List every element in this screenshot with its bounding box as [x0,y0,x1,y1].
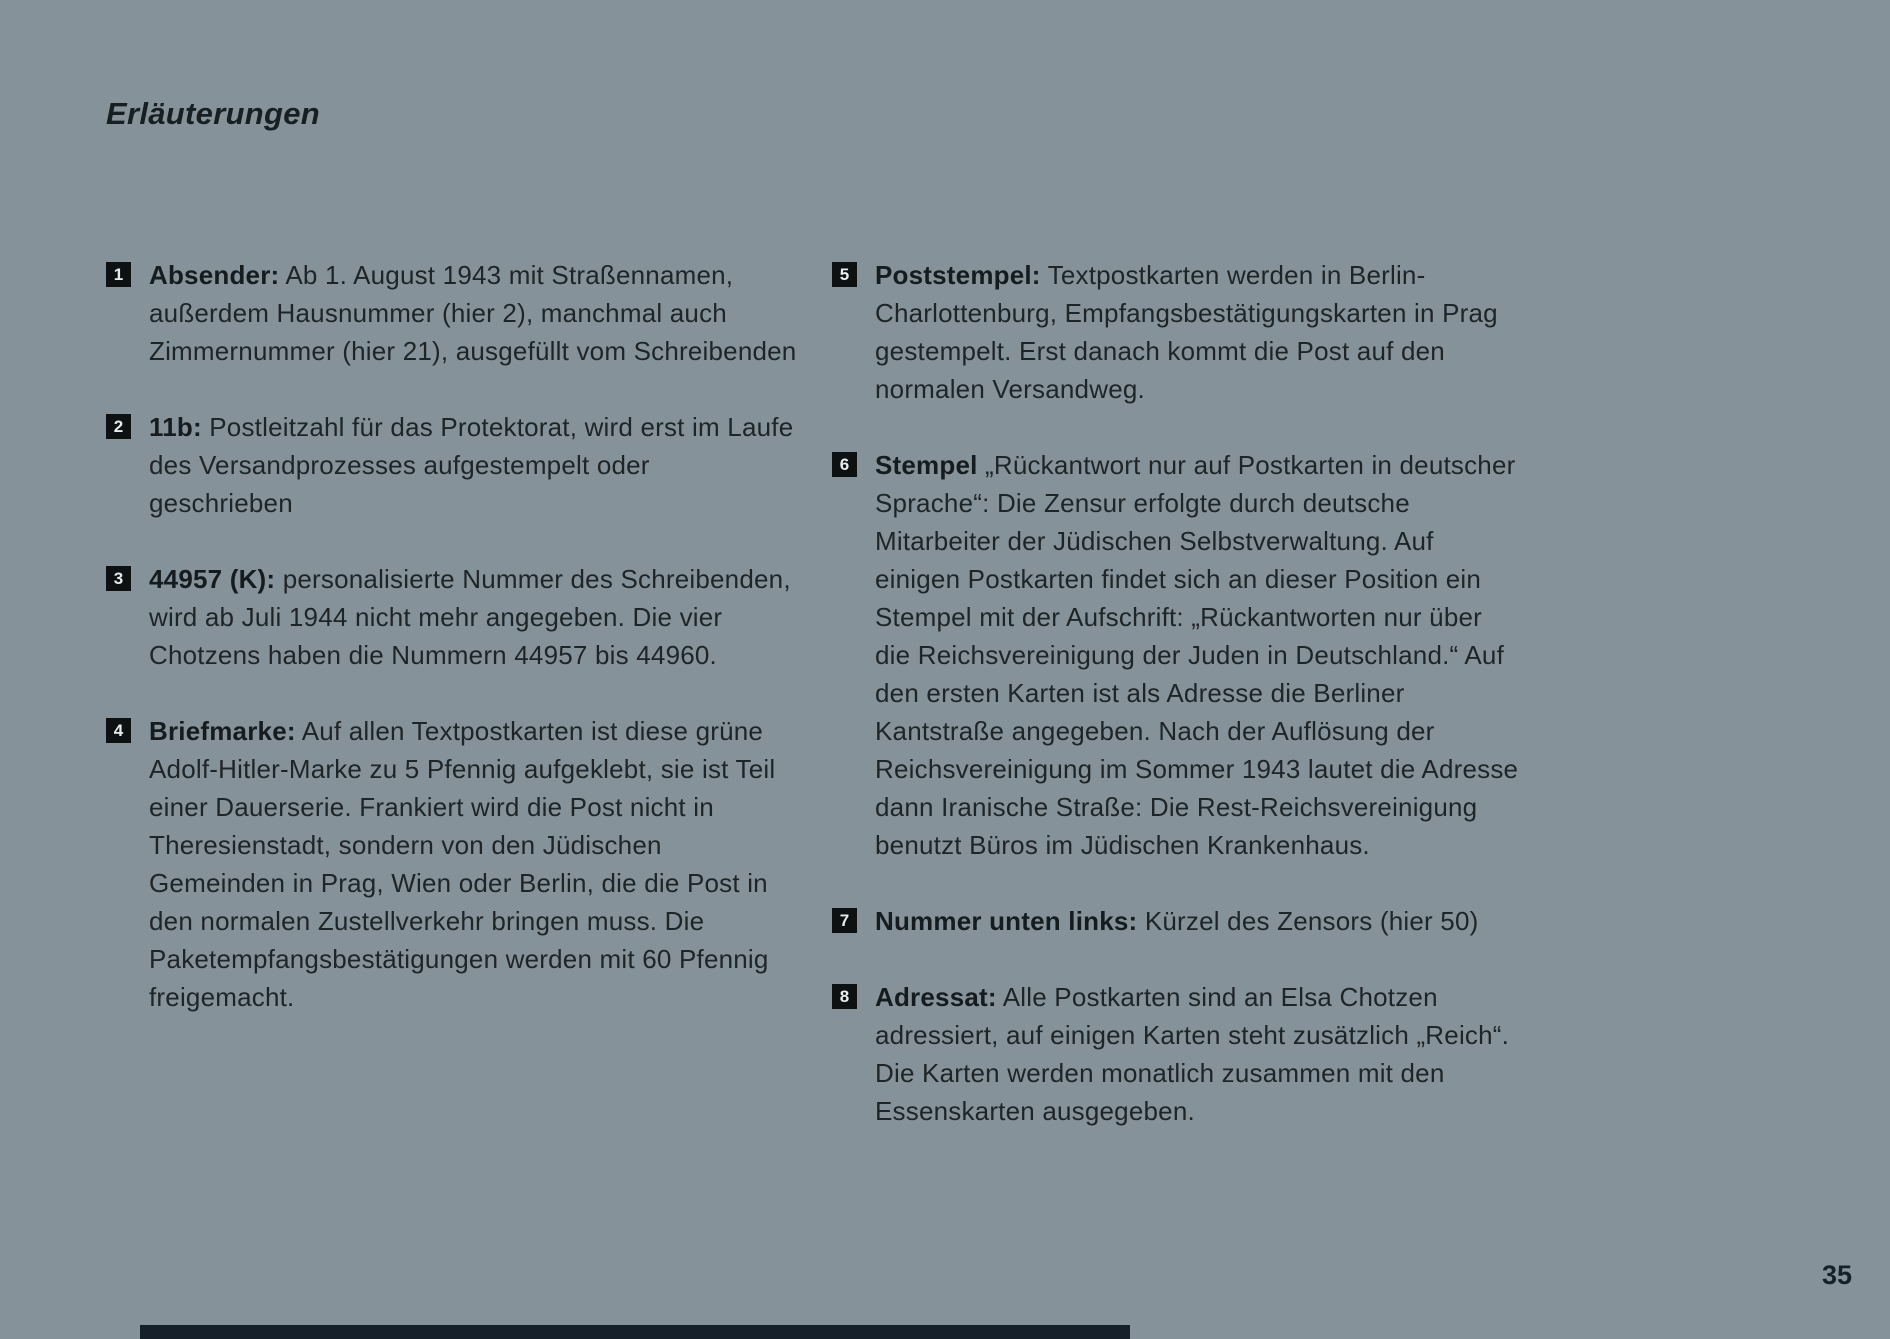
list-item [832,256,1524,408]
item-body: Textpostkarten werden in Berlin-Charlottenburg, Empfangsbestätigungskarten in Prag gestempelt. Erst danach kommt die Post auf den normalen Versandweg. [875,260,1498,404]
bottom-bar [140,1325,1130,1339]
item-body: Auf allen Textpostkarten ist diese grüne Adolf-Hitler-Marke zu 5 Pfennig aufgeklebt, sie ist Teil einer Dauerserie. Frankiert wird die Post nicht in Theresienstadt, sondern von den Jüdischen Gemeinden in Prag, Wien oder Berlin, die die Post in den normalen Zustellverkehr bringen muss. Die Paketempfangsbestätigungen werden mit 60 Pfennig freigemacht. [149,716,776,1012]
item-lead: Nummer unten links: [875,906,1138,936]
item-text [149,256,798,370]
item-body: Alle Postkarten sind an Elsa Chotzen adressiert, auf einigen Karten steht zusätzlich „Reich“. Die Karten werden monatlich zusammen mit den Essenskarten ausgegeben. [875,982,1510,1126]
item-body: Ab 1. August 1943 mit Straßennamen, außerdem Hausnummer (hier 2), manchmal auch Zimmernummer (hier 21), ausgefüllt vom Schreibenden [149,260,797,366]
item-text [875,902,1524,940]
page-number: 35 [1822,1260,1853,1290]
item-number-badge: 4 [106,718,131,743]
item-number-badge: 1 [106,262,131,287]
item-lead: Absender: [149,260,280,290]
item-number-badge: 6 [832,452,857,477]
item-lead: Briefmarke: [149,716,296,746]
item-number-badge: 7 [832,908,857,933]
page-title: Erläuterungen [106,96,321,131]
list-item [106,256,798,370]
list-item [832,902,1524,940]
item-body: personalisierte Nummer des Schreibenden, wird ab Juli 1944 nicht mehr angegeben. Die vier Chotzens haben die Nummern 44957 bis 44960. [149,564,791,670]
item-number-badge: 3 [106,566,131,591]
item-lead: Adressat: [875,982,997,1012]
item-text [875,978,1524,1130]
item-body: „Rückantwort nur auf Postkarten in deutscher Sprache“: Die Zensur erfolgte durch deutsche Mitarbeiter der Jüdischen Selbstverwaltung. Auf einigen Postkarten findet sich an dieser Position ein Stempel mit der Aufschrift: „Rückantworten nur über die Reichsvereinigung der Juden in Deutschland.“ Auf den ersten Karten ist als Adresse die Berliner Kantstraße angegeben. Nach der Auflösung der Reichsvereinigung im Sommer 1943 lautet die Adresse dann Iranische Straße: Die Rest-Reichsvereinigung benutzt Büros im Jüdischen Krankenhaus. [875,450,1519,860]
item-number-badge: 5 [832,262,857,287]
item-text [875,446,1524,864]
item-text [875,256,1524,408]
item-number-badge: 8 [832,984,857,1009]
list-item [832,978,1524,1130]
item-text [149,408,798,522]
item-text [149,712,798,1016]
right-column [832,256,1524,1168]
item-number-badge: 2 [106,414,131,439]
list-item [106,560,798,674]
item-text [149,560,798,674]
item-lead: 11b: [149,412,202,442]
item-lead: 44957 (K): [149,564,276,594]
item-body: Postleitzahl für das Protektorat, wird erst im Laufe des Versandprozesses aufgestempelt oder geschrieben [149,412,794,518]
list-item [106,712,798,1016]
item-lead: Poststempel: [875,260,1041,290]
list-item [832,446,1524,864]
item-lead: Stempel [875,450,978,480]
item-body: Kürzel des Zensors (hier 50) [1144,906,1479,936]
left-column [106,256,798,1054]
list-item [106,408,798,522]
